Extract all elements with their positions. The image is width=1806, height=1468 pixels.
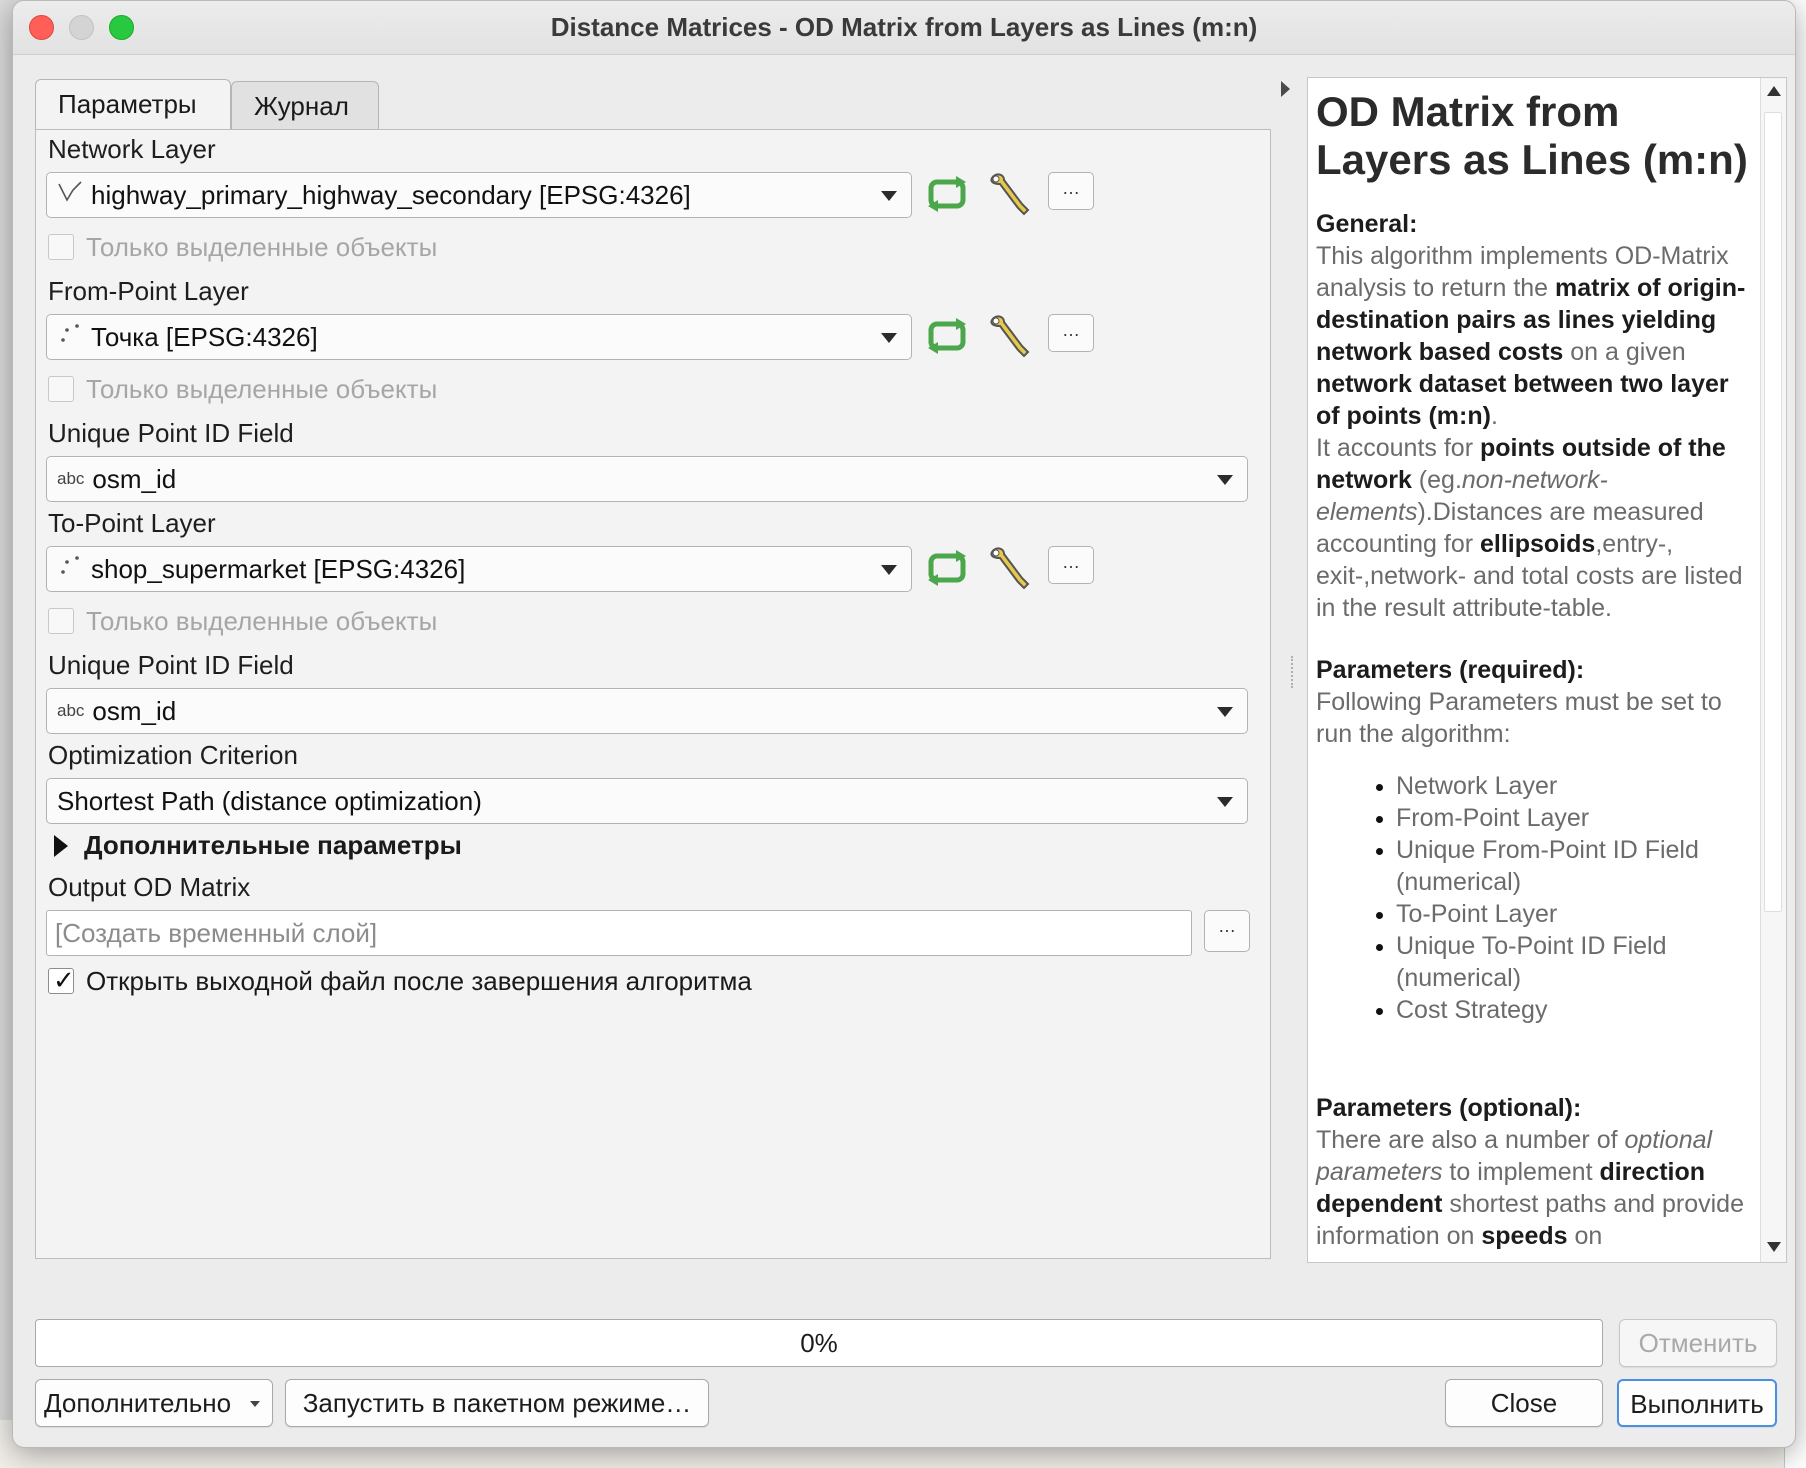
chevron-down-icon	[1217, 797, 1233, 807]
advanced-menu-button[interactable]	[35, 1379, 273, 1427]
from-point-layer-label: From-Point Layer	[48, 276, 249, 306]
help-accounts-text: It accounts for points outside of the network (eg.non-network-elements).Distances are measured accounting for ellipsoids,entry-, exit-,network- and total costs are listed in the result attribute-table.	[1316, 434, 1743, 622]
network-selected-only-label: Только выделенные объекты	[86, 232, 438, 262]
scroll-down-icon[interactable]	[1767, 1242, 1781, 1252]
optimization-value: Shortest Path (distance optimization)	[57, 786, 482, 816]
network-layer-options-button[interactable]: …	[1048, 172, 1094, 210]
list-item: • From-Point Layer	[1396, 802, 1756, 834]
splitter-handle[interactable]	[1291, 656, 1293, 688]
window-title: Distance Matrices - OD Matrix from Layers as Lines (m:n)	[550, 12, 1258, 42]
wrench-icon[interactable]	[986, 312, 1038, 360]
optimization-label: Optimization Criterion	[48, 740, 298, 770]
output-path-input[interactable]: [Создать временный слой]	[46, 910, 1192, 956]
to-point-layer-value: shop_supermarket [EPSG:4326]	[91, 554, 466, 584]
to-id-field-value: osm_id	[92, 696, 177, 726]
output-label: Output OD Matrix	[48, 872, 251, 902]
help-general-heading: General:	[1316, 210, 1418, 238]
chevron-down-icon	[881, 333, 897, 343]
help-title: OD Matrix from Layers as Lines (m:n)	[1316, 88, 1748, 183]
help-required-text: Following Parameters must be set to run the algorithm:	[1316, 688, 1722, 748]
help-content	[1316, 82, 1756, 1252]
advanced-parameters-label: Дополнительные параметры	[84, 830, 462, 860]
chevron-down-icon	[881, 191, 897, 201]
from-selected-only-label: Только выделенные объекты	[86, 374, 438, 404]
run-button[interactable]: Выполнить	[1617, 1379, 1777, 1427]
text-field-icon: abc	[57, 469, 85, 488]
to-point-layer-label: To-Point Layer	[48, 508, 216, 538]
cancel-button[interactable]: Отменить	[1619, 1319, 1777, 1367]
chevron-down-icon	[881, 565, 897, 575]
dialog-window	[12, 0, 1796, 1448]
to-point-layer-options-button[interactable]: …	[1048, 546, 1094, 584]
advanced-parameters-toggle[interactable]	[54, 830, 462, 861]
tab-parameters[interactable]: Параметры	[35, 79, 231, 131]
from-selected-only-checkbox[interactable]	[48, 376, 74, 402]
scrollbar-thumb[interactable]	[1764, 112, 1782, 912]
open-output-checkbox[interactable]	[48, 965, 75, 995]
wrench-icon[interactable]	[986, 170, 1038, 218]
optimization-combo[interactable]	[46, 778, 1248, 824]
iterate-refresh-icon[interactable]	[922, 544, 974, 592]
to-id-field-label: Unique Point ID Field	[48, 650, 294, 680]
from-id-field-value: osm_id	[92, 464, 177, 494]
help-required-list	[1316, 770, 1756, 1026]
list-item: • Network Layer	[1396, 770, 1756, 802]
progress-text: 0%	[800, 1328, 838, 1358]
to-point-layer-combo[interactable]	[46, 546, 912, 592]
collapse-help-arrow-icon[interactable]	[1281, 81, 1290, 97]
to-selected-only-label: Только выделенные объекты	[86, 606, 438, 636]
from-id-field-label: Unique Point ID Field	[48, 418, 294, 448]
chevron-down-icon	[1217, 707, 1233, 717]
tab-log[interactable]: Журнал	[231, 81, 379, 129]
help-optional-heading: Parameters (optional):	[1316, 1094, 1582, 1122]
chevron-down-icon	[250, 1401, 260, 1407]
text-field-icon: abc	[57, 701, 85, 720]
from-point-layer-options-button[interactable]: …	[1048, 314, 1094, 352]
list-item: • Unique From-Point ID Field (numerical)	[1396, 834, 1756, 898]
network-layer-label: Network Layer	[48, 134, 216, 164]
iterate-refresh-icon[interactable]	[922, 312, 974, 360]
network-selected-only-checkbox[interactable]	[48, 234, 74, 260]
scroll-up-icon[interactable]	[1767, 86, 1781, 96]
list-item: • Unique To-Point ID Field (numerical)	[1396, 930, 1756, 994]
parameters-panel	[35, 129, 1271, 1259]
line-layer-icon	[57, 173, 83, 217]
wrench-icon[interactable]	[986, 544, 1038, 592]
help-general-text: This algorithm implements OD-Matrix analysis to return the matrix of origin-destination pairs as lines yielding network based costs on a given network dataset between two layer of points (m:n).	[1316, 242, 1746, 430]
open-output-label: Открыть выходной файл после завершения алгоритма	[86, 966, 752, 996]
network-layer-combo[interactable]	[46, 172, 912, 218]
list-item: • Cost Strategy	[1396, 994, 1756, 1026]
help-optional-text: There are also a number of optional parameters to implement direction dependent shortest paths and provide information on speeds on	[1316, 1126, 1744, 1250]
advanced-menu-label: Дополнительно	[44, 1388, 232, 1418]
point-layer-icon	[57, 315, 83, 359]
help-scrollbar[interactable]	[1760, 78, 1786, 1262]
help-panel	[1307, 77, 1787, 1263]
chevron-down-icon	[1217, 475, 1233, 485]
expand-triangle-icon	[54, 835, 68, 857]
progress-bar	[35, 1319, 1603, 1367]
to-id-field-combo[interactable]	[46, 688, 1248, 734]
checkmark-icon: ✓	[53, 965, 75, 995]
to-selected-only-checkbox[interactable]	[48, 608, 74, 634]
from-id-field-combo[interactable]	[46, 456, 1248, 502]
close-button[interactable]: Close	[1445, 1379, 1603, 1427]
batch-mode-button[interactable]: Запустить в пакетном режиме…	[285, 1379, 709, 1427]
from-point-layer-value: Точка [EPSG:4326]	[91, 322, 318, 352]
output-options-button[interactable]: …	[1204, 910, 1250, 952]
from-point-layer-combo[interactable]	[46, 314, 912, 360]
iterate-refresh-icon[interactable]	[922, 170, 974, 218]
list-item: • To-Point Layer	[1396, 898, 1756, 930]
title-bar	[13, 1, 1795, 55]
help-required-heading: Parameters (required):	[1316, 656, 1585, 684]
point-layer-icon	[57, 547, 83, 591]
network-layer-value: highway_primary_highway_secondary [EPSG:4326]	[91, 180, 691, 210]
